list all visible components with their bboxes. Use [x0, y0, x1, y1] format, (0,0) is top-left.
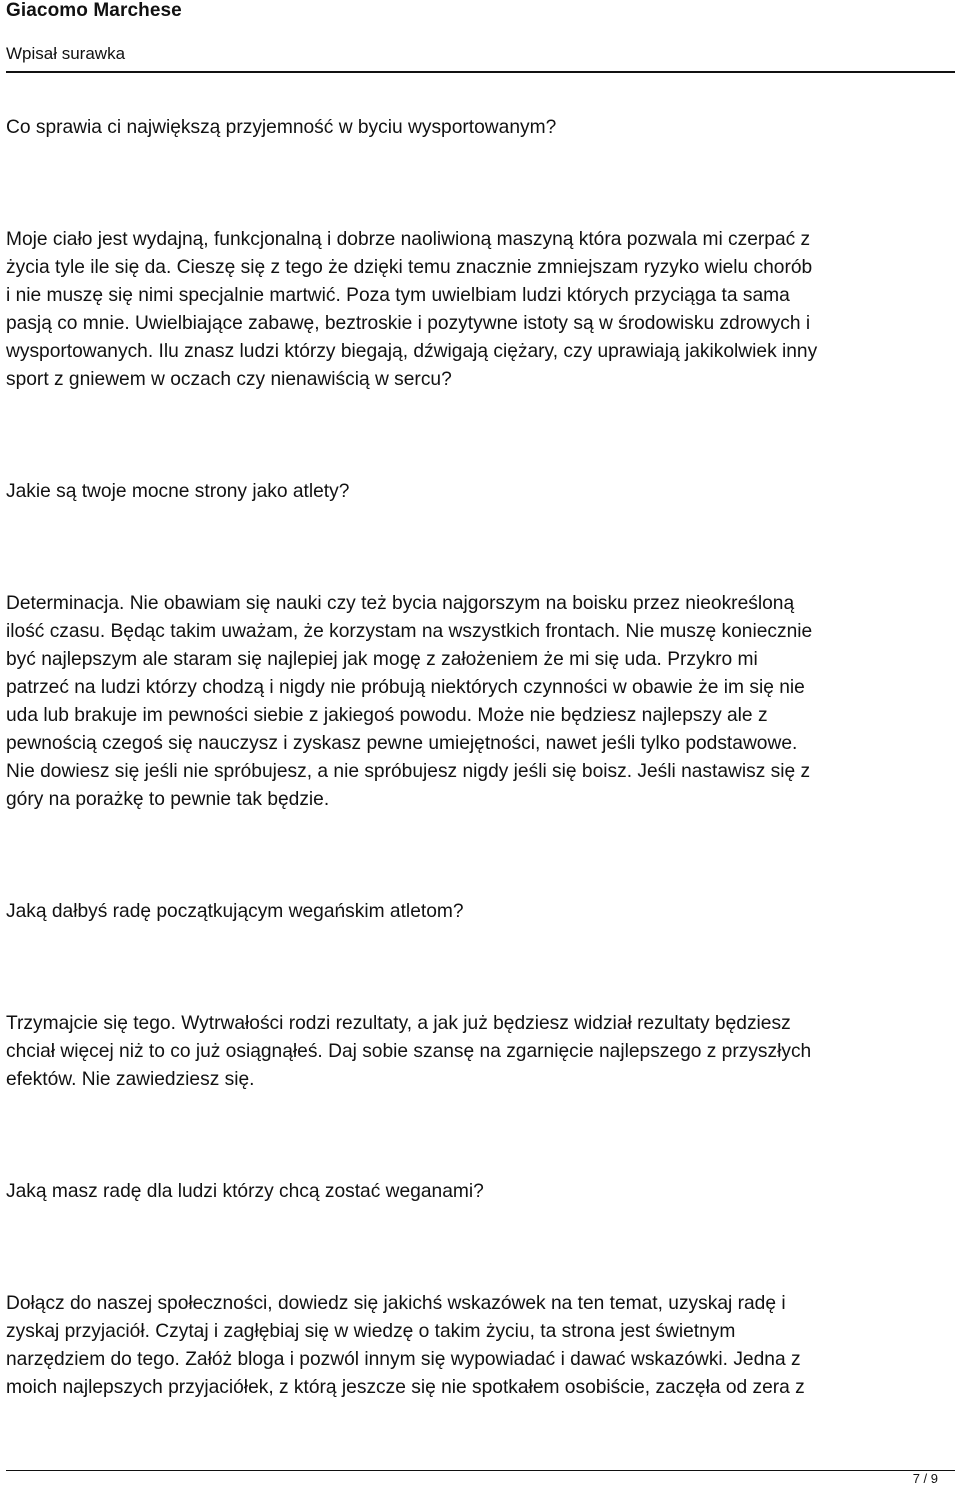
answer-4: Dołącz do naszej społeczności, dowiedz się jakichś wskazówek na ten temat, uzyskaj radę i zyskaj przyjaciół. Czytaj i zagłębiaj się w wiedzę o takim życiu, ta strona jest świetnym narzędziem do tego. Załóż bloga i pozwól innym się wypowiadać i dawać wskazówki. Jedna z moich najlepszych przyjaciółek, z którą jeszcze się nie spotkałem osobiście, zaczęła od zera z: [6, 1293, 805, 1398]
article-body: [6, 114, 954, 1402]
post-author-line: Wpisał surawka: [6, 44, 126, 63]
answer-1: Moje ciało jest wydajną, funkcjonalną i dobrze naoliwioną maszyną która pozwala mi czerpać z życia tyle ile się da. Cieszę się z tego że dzięki temu znacznie zmniejszam ryzyko wielu chorób i nie muszę się nimi specjalnie martwić. Poza tym uwielbiam ludzi których przyciąga ta sama pasją co mnie. Uwielbiające zabawę, beztroskie i pozytywne istoty są w środowisku zdrowych i wysportowanych. Ilu znasz ludzi którzy biegają, dźwigają ciężary, czy uprawiają jakikolwiek inny sport z gniewem w oczach czy nienawiścią w sercu?: [6, 229, 818, 390]
question-4: Jaką masz radę dla ludzi którzy chcą zostać weganami?: [6, 1181, 484, 1202]
page-number: 7 / 9: [912, 1471, 938, 1486]
answer-2: Determinacja. Nie obawiam się nauki czy też bycia najgorszym na boisku przez nieokreśloną ilość czasu. Będąc takim uważam, że korzystam na wszystkich frontach. Nie muszę koniecznie być najlepszym ale staram się najlepiej jak mogę z założeniem że mi się uda. Przykro mi patrzeć na ludzi którzy chodzą i nigdy nie próbują niektórych czynności w obawie że im się nie uda lub brakuje im pewności siebie z jakiegoś powodu. Może nie będziesz najlepszy ale z pewnością czegoś się nauczysz i zyskasz pewne umiejętności, nawet jeśli tylko podstawowe. Nie dowiesz się jeśli nie spróbujesz, a nie spróbujesz nigdy jeśli się boisz. Jeśli nastawisz się z góry na porażkę to pewnie tak będzie.: [6, 593, 813, 810]
header-divider: [6, 71, 955, 73]
answer-3: Trzymajcie się tego. Wytrwałości rodzi rezultaty, a jak już będziesz widział rezultaty będziesz chciał więcej niż to co już osiągnąłeś. Daj sobie szansę na zgarnięcie najlepszego z przyszłych efektów. Nie zawiedziesz się.: [6, 1013, 812, 1090]
author-name: Giacomo Marchese: [6, 0, 182, 21]
question-3: Jaką dałbyś radę początkującym wegańskim atletom?: [6, 901, 464, 922]
question-2: Jakie są twoje mocne strony jako atlety?: [6, 481, 350, 502]
question-1: Co sprawia ci największą przyjemność w byciu wysportowanym?: [6, 117, 557, 138]
footer-divider: [6, 1470, 955, 1471]
